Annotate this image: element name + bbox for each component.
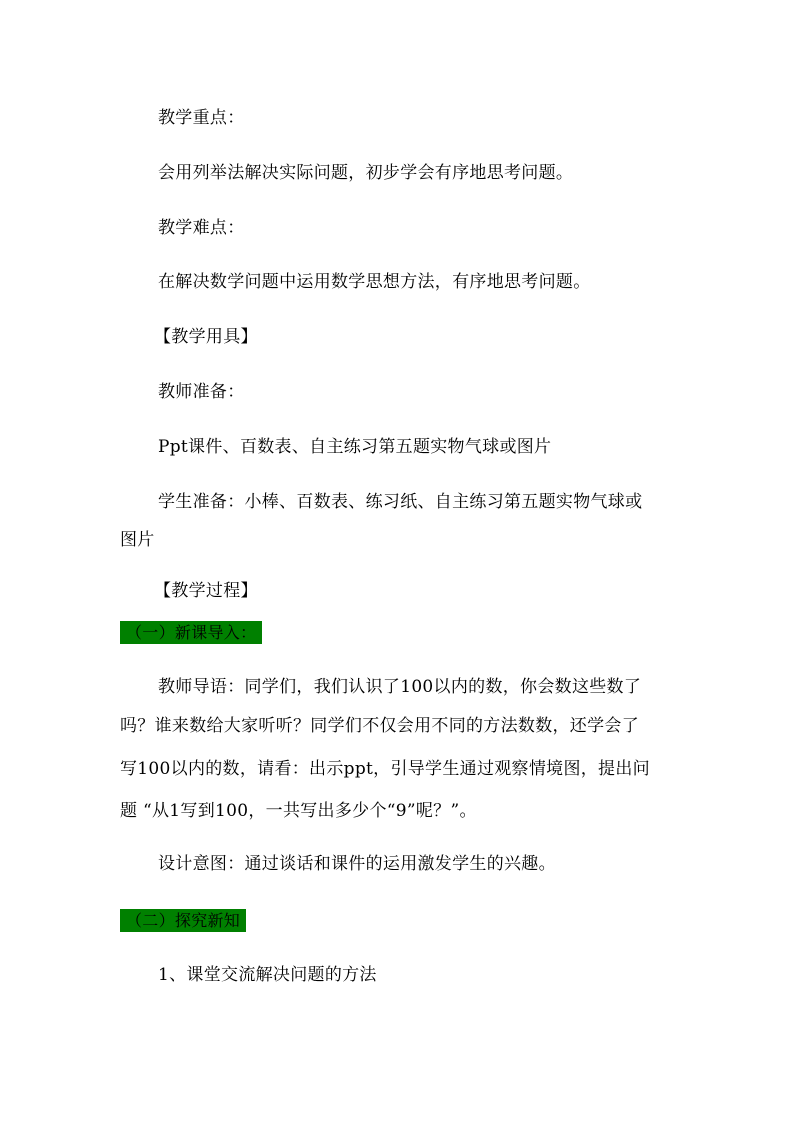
section-2-heading-row: [120, 909, 246, 932]
student-prep-line-1: 学生准备：小棒、百数表、练习纸、自主练习第五题实物气球或: [158, 492, 643, 512]
tools-heading: 【教学用具】: [154, 327, 258, 347]
teacher-prep-heading: 教师准备：: [158, 382, 245, 402]
teacher-prep-text: Ppt课件、百数表、自主练习第五题实物气球或图片: [158, 437, 552, 457]
section-1-heading-row: [120, 621, 262, 644]
key-points-text: 会用列举法解决实际问题，初步学会有序地思考问题。: [158, 163, 574, 183]
section-1-heading: （一）新课导入：: [120, 621, 262, 644]
section-2-heading: （二）探究新知: [120, 909, 246, 932]
key-points-heading: 教学重点：: [158, 108, 245, 128]
student-prep-line-2: 图片: [120, 530, 155, 550]
intro-line-2: 吗？谁来数给大家听听？同学们不仅会用不同的方法数数，还学会了: [120, 716, 639, 736]
step-1-text: 1、课堂交流解决问题的方法: [158, 965, 377, 985]
design-intent: 设计意图：通过谈话和课件的运用激发学生的兴趣。: [158, 854, 556, 874]
process-heading: 【教学过程】: [154, 581, 258, 601]
intro-line-3: 写100以内的数，请看：出示ppt，引导学生通过观察情境图，提出问: [120, 759, 650, 779]
intro-line-1: 教师导语：同学们，我们认识了100以内的数，你会数这些数了: [158, 677, 642, 697]
difficulty-text: 在解决数学问题中运用数学思想方法，有序地思考问题。: [158, 272, 591, 292]
difficulty-heading: 教学难点：: [158, 218, 245, 238]
intro-line-4: 题 “从1写到100，一共写出多少个“9”呢？”。: [120, 801, 477, 821]
